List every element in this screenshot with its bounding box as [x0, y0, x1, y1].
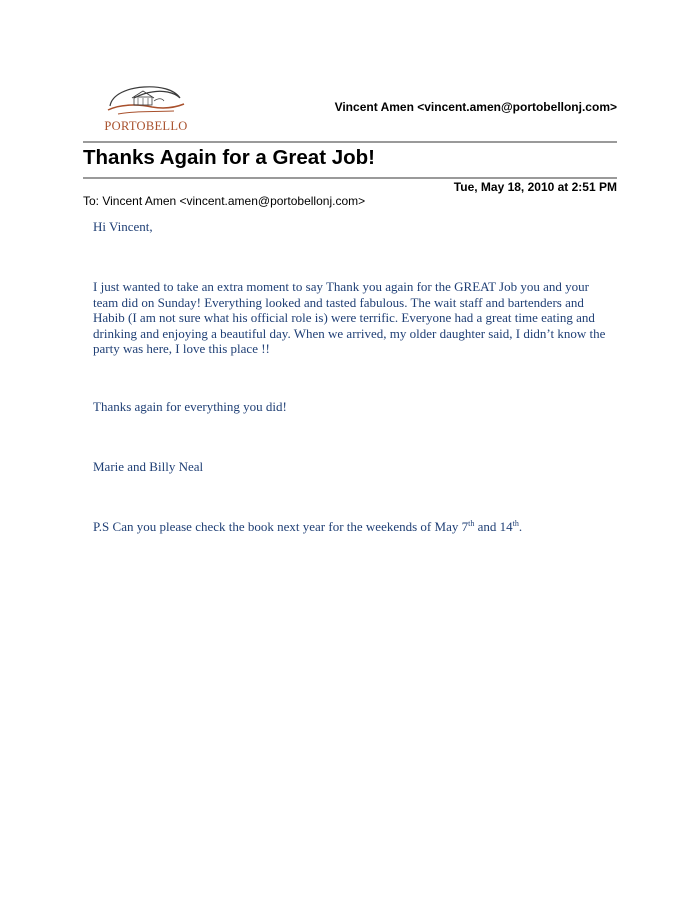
ps-superscript-2: th	[512, 519, 519, 528]
sender-address: Vincent Amen <vincent.amen@portobellonj.com>	[334, 100, 617, 114]
recipient-line: To: Vincent Amen <vincent.amen@portobellonj.com>	[83, 194, 366, 208]
logo-text: PORTOBELLO	[104, 119, 188, 133]
ps-and: and 14	[474, 519, 513, 534]
email-subject-title: Thanks Again for a Great Job!	[83, 146, 375, 169]
body-paragraph: I just wanted to take an extra moment to say Thank you again for the GREAT Job you and your team did on Sunday! Everything looked and tasted fabulous. The wait staff and bartenders and Habib (I am not sure what his official role is) were terrific. Everyone had a great time eating and drinking and enjoying a beautiful day. When we arrived, my older daughter said, I didn’t know the party was here, I love this place !!	[93, 279, 606, 356]
header-divider-bottom	[83, 177, 617, 179]
email-date: Tue, May 18, 2010 at 2:51 PM	[453, 180, 617, 194]
greeting: Hi Vincent,	[93, 219, 153, 234]
portobello-logo	[104, 80, 188, 136]
header-divider-top	[83, 141, 617, 143]
logo-mark-icon	[104, 80, 188, 122]
ps-superscript-1: th	[468, 519, 475, 528]
ps-end: .	[518, 519, 523, 534]
thanks-line: Thanks again for everything you did!	[93, 399, 287, 414]
signature: Marie and Billy Neal	[93, 459, 204, 474]
ps-text: P.S Can you please check the book next year for the weekends of May 7	[93, 519, 469, 534]
postscript	[93, 519, 613, 535]
